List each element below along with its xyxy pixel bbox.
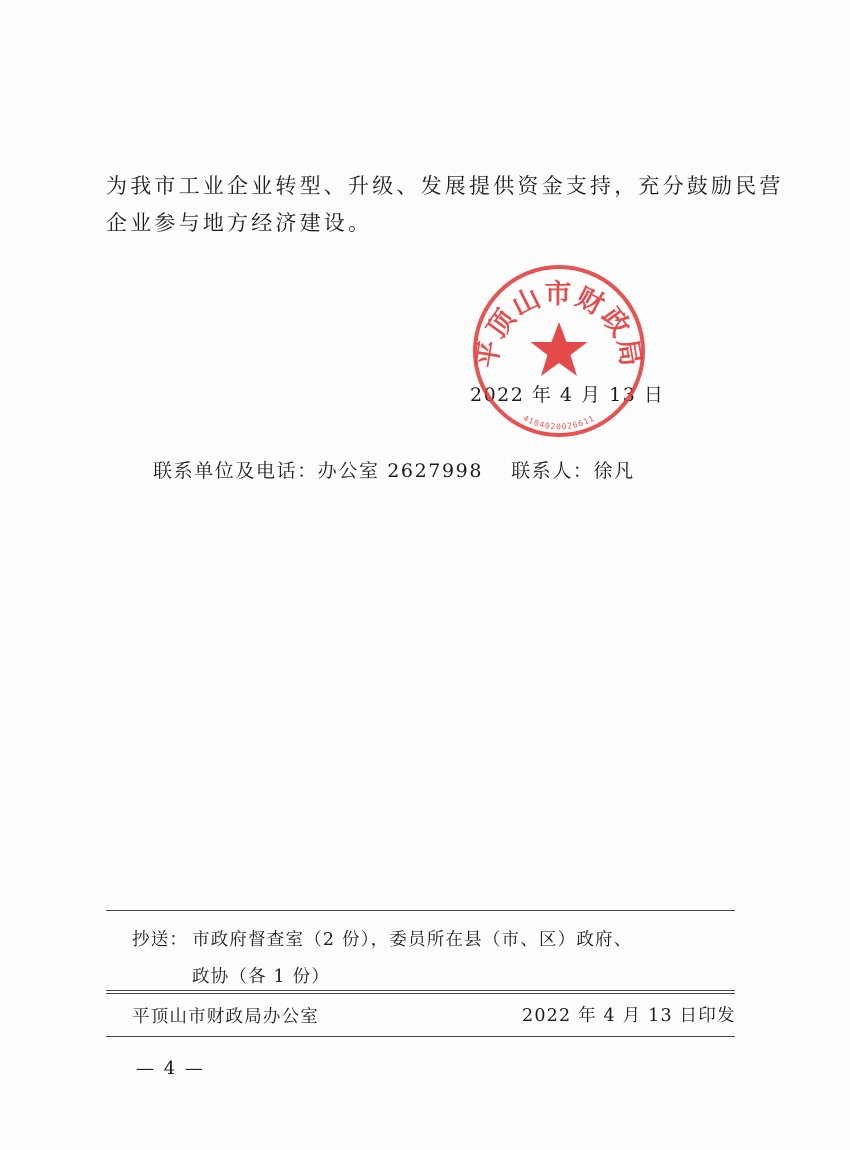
official-seal [470,262,648,440]
cc-recipients-line-1: 市政府督查室（2 份），委员所在县（市、区）政府、 [192,930,633,950]
body-text-line-2: 企业参与地方经济建设。 [106,211,373,235]
contact-info [153,456,635,483]
divider-line [106,910,735,911]
svg-text:4104020026611 [522,414,597,432]
cc-label: 抄送： [132,930,189,950]
cc-recipients-line-2: 政协（各 1 份） [192,967,331,987]
contact-unit-phone: 联系单位及电话：办公室 2627998 [153,460,484,482]
issue-date: 2022 年 4 月 13 日印发 [522,1006,736,1026]
body-text-line-1: 为我市工业企业转型、升级、发展提供资金支持，充分鼓励民营 [106,174,784,198]
divider-line [106,1036,735,1037]
page-number: — 4 — [136,1058,205,1079]
divider-line [106,990,735,991]
seal-serial: 4104020026611 [521,413,597,432]
seal-star-icon [531,322,588,376]
seal-org-name: 平顶山市财政局 [471,278,647,371]
contact-person: 联系人：徐凡 [511,460,635,482]
divider-line [106,993,735,994]
signature-date: 2022 年 4 月 13 日 [470,384,665,406]
issuing-office: 平顶山市财政局办公室 [132,1007,319,1027]
